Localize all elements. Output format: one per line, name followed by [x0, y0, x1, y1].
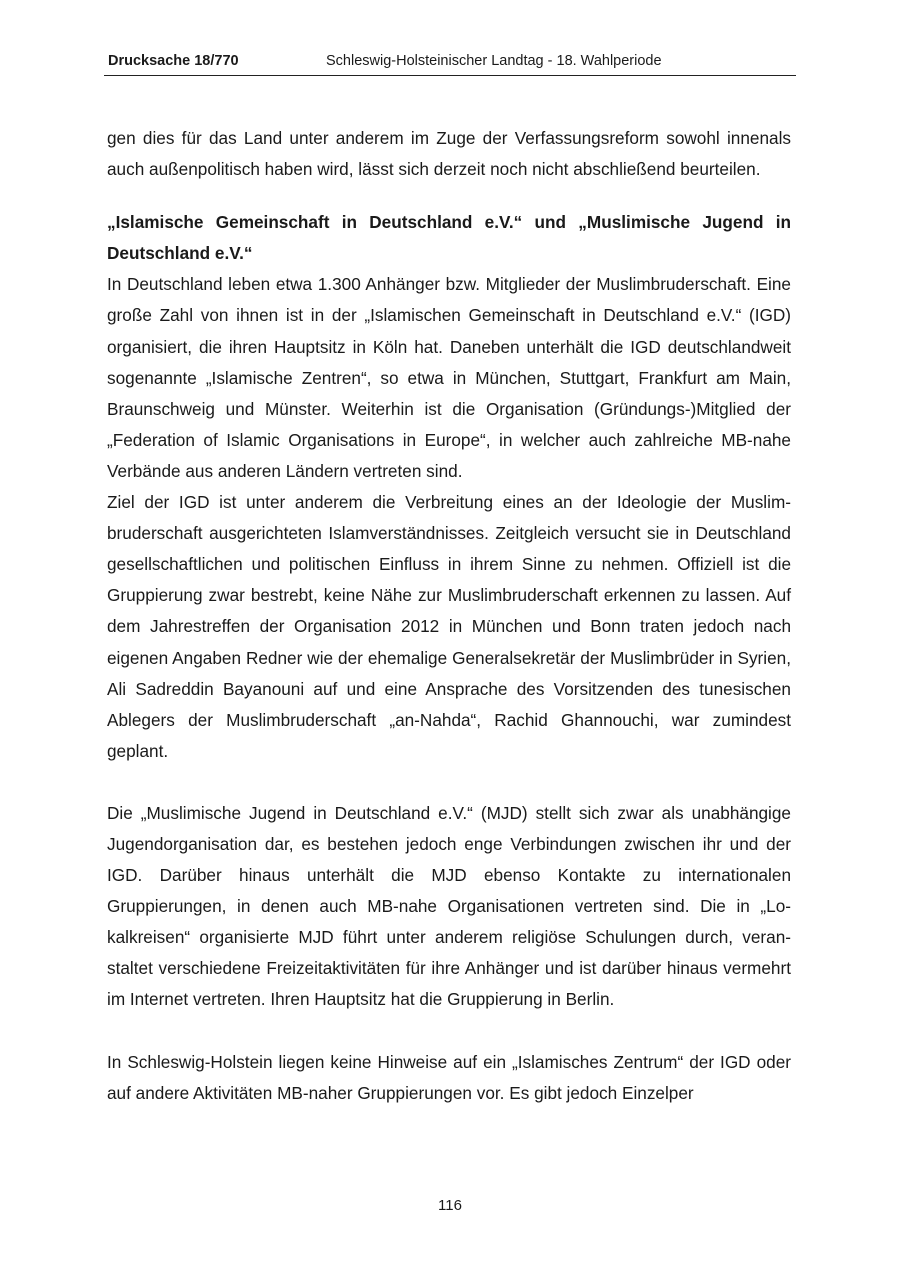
paragraph-igd-members: In Deutschland leben etwa 1.300 Anhänger bzw. Mitglieder der Muslimbruderschaft. Eine große Zahl von ihnen ist in der „Islamischen Gemeinschaft in Deutschland e.V.“ (IGD) organisiert, die ihren Hauptsitz in Köln hat. Daneben unterhält die IGD deutschlandweit sogenannte „Islamische Zentren“, so etwa in München, Stuttgart, Frankfurt am Main, Braunschweig und Münster. Weiterhin ist die Organisation (Gründungs-)Mitglied der „Federation of Islamic Organisations in Europe“, in welcher auch zahlreiche MB-nahe Verbände aus anderen Ländern vertreten sind. — [107, 274, 791, 481]
parliament-title: Schleswig-Holsteinischer Landtag - 18. Wahlperiode — [326, 53, 662, 69]
document-number: Drucksache 18/770 — [108, 53, 239, 69]
body-text — [107, 123, 791, 1109]
paragraph-schleswig-holstein: In Schleswig-Holstein liegen keine Hinweise auf ein „Islamisches Zentrum“ der IGD oder auf andere Aktivitäten MB-naher Gruppierungen vor. Es gibt jedoch Einzelper — [107, 1051, 791, 1103]
paragraph-igd-goals: Ziel der IGD ist unter anderem die Verbreitung eines an der Ideologie der Muslimbruderschaft ausgerichteten Islamverständnisses. Zeitgleich versucht sie in Deutschland gesellschaftlichen und politischen Einfluss in ihrem Sinne zu nehmen. Offiziell ist die Gruppierung zwar bestrebt, keine Nähe zur Muslimbruderschaft erkennen zu lassen. Auf dem Jahrestreffen der Organisation 2012 in München und Bonn traten jedoch nach eigenen Angaben Redner wie der ehemalige Generalsekretär der Muslimbrüder in Syrien, Ali Sadreddin Bayanouni auf und eine Ansprache des Vorsitzenden des tunesischen Ablegers der Muslimbruderschaft „an-Nahda“, Rachid Ghannouchi, war zumindest geplant. — [107, 492, 791, 761]
paragraph-mjd: Die „Muslimische Jugend in Deutschland e.V.“ (MJD) stellt sich zwar als unabhängige Jugendorganisation dar, es bestehen jedoch enge Verbindungen zwischen ihr und der IGD. Darüber hinaus unterhält die MJD ebenso Kontakte zu internationalen Gruppierungen, in denen auch MB-nahe Organisationen vertreten sind. Die in „Lokalkreisen“ organisierte MJD führt unter anderem religiöse Schulungen durch, veranstaltet verschiedene Freizeitaktivitäten für ihre Anhänger und ist darüber hinaus vermehrt im Internet vertreten. Ihren Hauptsitz hat die Gruppierung in Berlin. — [107, 802, 791, 1010]
section-heading: „Islamische Gemeinschaft in Deutschland e.V.“ und „Muslimische Jugend in Deutschland e.V.“ — [107, 212, 791, 264]
page-number: 116 — [438, 1197, 462, 1214]
page-header — [104, 51, 796, 76]
paragraph-intro: gen dies für das Land unter anderem im Zuge der Verfassungsreform sowohl innenals auch außenpolitisch haben wird, lässt sich derzeit noch nicht abschließend beurteilen. — [107, 128, 791, 180]
